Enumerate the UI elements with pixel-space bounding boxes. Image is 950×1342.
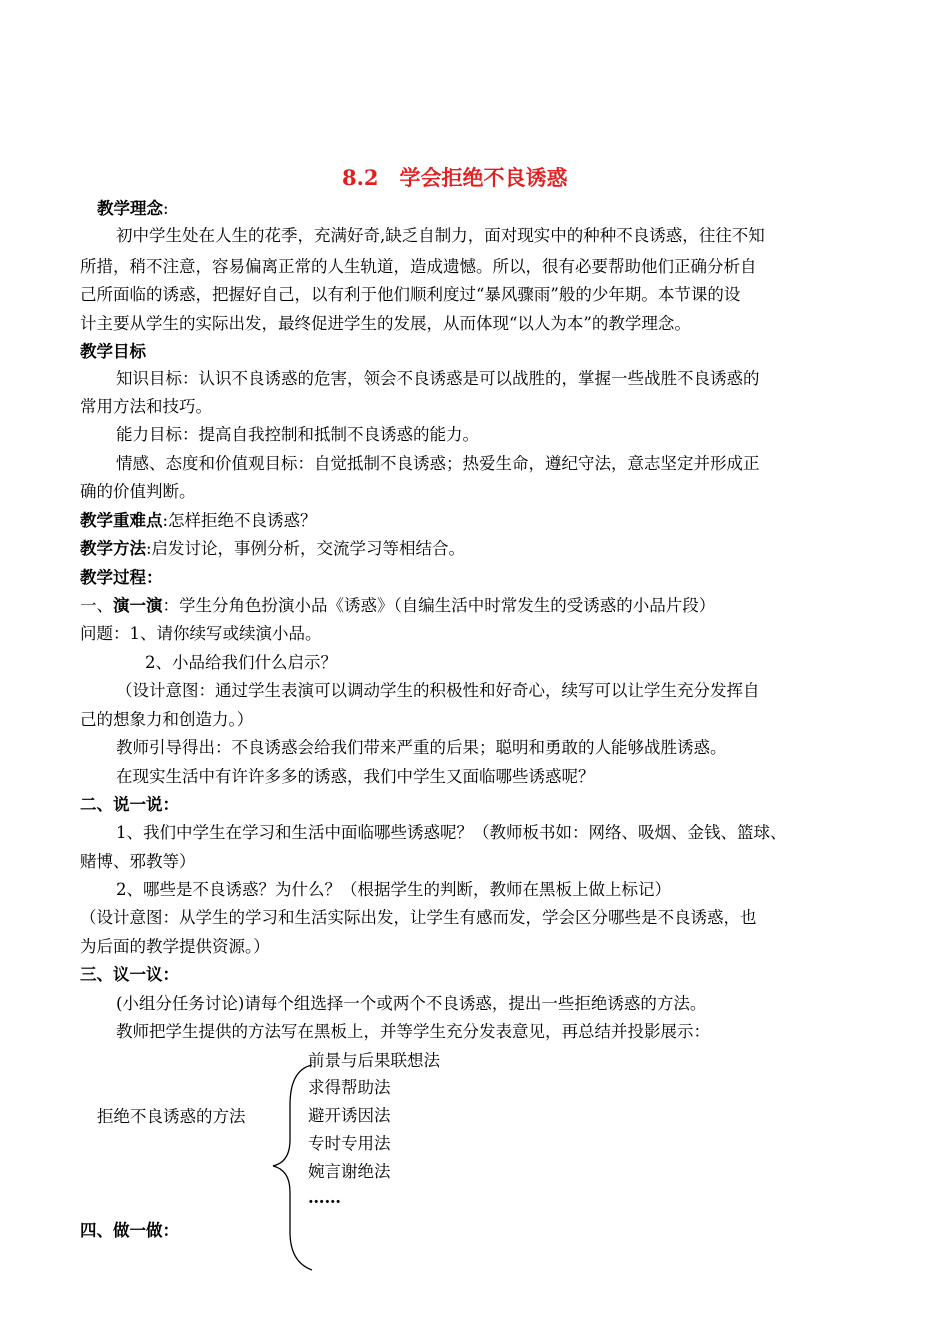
philosophy-heading: 教学理念 — [97, 199, 163, 218]
knowledge-goal-line-1: 知识目标：认识不良诱惑的危害，领会不良诱惑是可以战胜的，掌握一些战胜不良诱惑的 — [116, 369, 760, 388]
section3-teacher: 教师把学生提供的方法写在黑板上，并等学生充分发表意见，再总结并投影展示： — [116, 1022, 710, 1041]
section4-heading: 四、做一做： — [80, 1221, 179, 1240]
key-points-text: :怎样拒绝不良诱惑？ — [162, 511, 317, 530]
philosophy-line-2: 所措，稍不注意，容易偏离正常的人生轨道，造成遗憾。所以，很有必要帮助他们正确分析自 — [80, 257, 757, 276]
emotion-goal-line-2: 确的价值判断。 — [80, 482, 196, 501]
goals-heading: 教学目标 — [80, 342, 146, 361]
section1-prefix: 一、 — [80, 596, 113, 615]
method-item: 专时专用法 — [308, 1134, 391, 1153]
section3-heading: 三、议一议： — [80, 965, 179, 984]
method-item: 婉言谢绝法 — [308, 1162, 391, 1181]
question-1: 问题：1、请你续写或续演小品。 — [80, 624, 322, 643]
section2-item1-line-1: 1、我们中学生在学习和生活中面临哪些诱惑呢？（教师板书如：网络、吸烟、金钱、篮球、 — [116, 823, 787, 842]
page-title: 8.2 学会拒绝不良诱惑 — [342, 165, 568, 190]
knowledge-goal-line-2: 常用方法和技巧。 — [80, 397, 212, 416]
diagram-label: 拒绝不良诱惑的方法 — [97, 1107, 246, 1126]
methods-label: 教学方法 — [80, 539, 146, 558]
section2-item1-line-2: 赌博、邪教等） — [80, 852, 196, 871]
philosophy-colon: : — [163, 199, 169, 218]
emotion-goal-line-1: 情感、态度和价值观目标：自觉抵制不良诱惑；热爱生命，遵纪守法，意志坚定并形成正 — [116, 454, 760, 473]
process-heading: 教学过程： — [80, 568, 163, 587]
method-item: 避开诱因法 — [308, 1106, 391, 1125]
method-item-ellipsis: …… — [308, 1188, 341, 1207]
key-points-label: 教学重难点 — [80, 511, 163, 530]
section2-design-line-1: （设计意图：从学生的学习和生活实际出发，让学生有感而发，学会区分哪些是不良诱惑，也 — [80, 908, 757, 927]
section2-heading: 二、说一说： — [80, 795, 179, 814]
methods-text: :启发讨论，事例分析，交流学习等相结合。 — [146, 539, 466, 558]
section3-task: (小组分任务讨论)请每个组选择一个或两个不良诱惑，提出一些拒绝诱惑的方法。 — [116, 994, 707, 1013]
section1-design-line-2: 己的想象力和创造力。） — [80, 710, 254, 729]
section1-label: 演一演 — [113, 596, 163, 615]
method-item: 求得帮助法 — [308, 1078, 391, 1097]
teacher-guide: 教师引导得出：不良诱惑会给我们带来严重的后果；聪明和勇敢的人能够战胜诱惑。 — [116, 738, 727, 757]
philosophy-line-4: 计主要从学生的实际出发，最终促进学生的发展，从而体现“以人为本”的教学理念。 — [80, 314, 691, 333]
section1-text: ：学生分角色扮演小品《诱惑》（自编生活中时常发生的受诱惑的小品片段） — [162, 596, 716, 615]
philosophy-line-3: 己所面临的诱惑，把握好自己，以有利于他们顺利度过“暴风骤雨”般的少年期。本节课的设 — [80, 285, 741, 304]
ability-goal: 能力目标：提高自我控制和抵制不良诱惑的能力。 — [116, 425, 479, 444]
question-2: 2、小品给我们什么启示？ — [145, 653, 337, 672]
section2-design-line-2: 为后面的教学提供资源。） — [80, 937, 270, 956]
section1-design-line-1: （设计意图：通过学生表演可以调动学生的积极性和好奇心，续写可以让学生充分发挥自 — [116, 681, 760, 700]
reality-question: 在现实生活中有许许多多的诱惑，我们中学生又面临哪些诱惑呢？ — [116, 767, 595, 786]
method-item: 前景与后果联想法 — [308, 1051, 440, 1070]
philosophy-line-1: 初中学生处在人生的花季，充满好奇,缺乏自制力，面对现实中的种种不良诱惑，往往不知 — [116, 226, 765, 245]
section2-item2: 2、哪些是不良诱惑？为什么？（根据学生的判断，教师在黑板上做上标记） — [116, 880, 671, 899]
